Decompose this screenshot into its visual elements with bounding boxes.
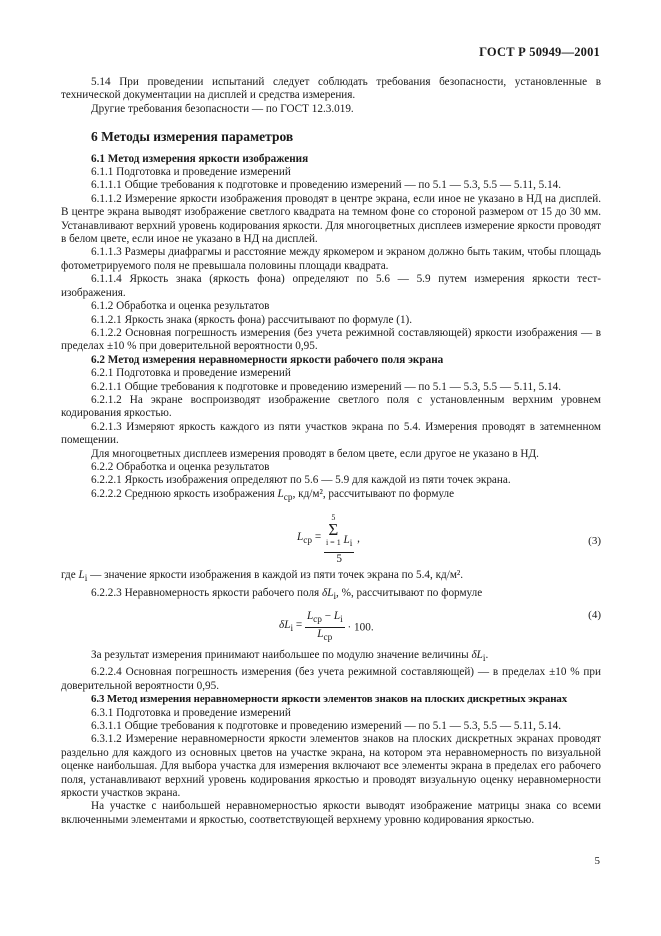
section-heading: 6 Методы измерения параметров — [91, 129, 294, 145]
subsection-heading: 6.1 Метод измерения яркости изображения — [91, 152, 309, 165]
paragraph: 6.1.2.1 Яркость знака (яркость фона) рассчитывают по формуле (1). — [91, 313, 413, 326]
summation-sign: 5 Σ i = 1 — [325, 513, 341, 548]
page-number: 5 — [594, 855, 600, 867]
paragraph: 6.2.1 Подготовка и проведение измерений — [91, 367, 291, 380]
formula-4: $\delta L_i$ = $\frac{L_{ср} - L_i}{L_{ср}}$ · 100. (4) — [279, 608, 601, 644]
paragraph-with-symbol: где $L_i$ — значение яркости изображения в каждой из пяти точек экрана по 5.4, кд/м². — [61, 569, 464, 585]
document-header: ГОСТ Р 50949—2001 — [479, 45, 600, 59]
formula-3: $L_{ср}$ = 5 Σ i = 1 $L_i$ 5 , (3) — [297, 513, 601, 565]
paragraph: 6.2.2 Обработка и оценка результатов — [91, 460, 270, 473]
document-body — [61, 76, 601, 827]
paragraph: 6.3.1.1 Общие требования к подготовке и проведению измерений — по 5.1 — 5.3, 5.5 — 5.11, 5.14. — [91, 719, 562, 732]
paragraph: 6.3.1.2 Измерение неравномерности яркости элементов знаков на плоских дискретных экранах проводят раздельно для каждого из основных цветов на участке экрана, на котором эта неравномерность по визуальной оценке наибольшая. Для выбора участка для измерения включают все элементы экрана в пределах его рабочего поля, устанавливают верхний уровень кодирования яркостью и проводят визуальную оценку неравномерности яркости участков экрана. — [61, 733, 601, 799]
paragraph: 6.2.2.4 Основная погрешность измерения (без учета режимной составляющей) — в пределах ±10 % при доверительной вероятности 0,95. — [61, 666, 601, 692]
paragraph: На участке с наибольшей неравномерностью яркости выводят изображение матрицы знака со всеми включенными элементами и яркостью, соответствующей верхнему уровню кодирования яркостью. — [61, 800, 601, 826]
paragraph: 6.1.1.4 Яркость знака (яркость фона) определяют по 5.6 — 5.9 путем измерения яркости тест-изображения. — [61, 273, 601, 299]
subsection-heading: 6.3 Метод измерения неравномерности яркости элементов знаков на плоских дискретных экранах — [91, 693, 568, 706]
formula-number: (4) — [588, 608, 601, 621]
paragraph: 6.1.2.2 Основная погрешность измерения (без учета режимной составляющей) яркости изображения — в пределах ±10 % при доверительной вероятности 0,95. — [61, 326, 601, 353]
paragraph: 5.14 При проведении испытаний следует соблюдать требования безопасности, установленные в технической документации на дисплей и средства измерения. — [61, 76, 601, 102]
paragraph: 6.1.1.1 Общие требования к подготовке и проведению измерений — по 5.1 — 5.3, 5.5 — 5.11, 5.14. — [91, 179, 562, 192]
paragraph: 6.1.1 Подготовка и проведение измерений — [91, 166, 291, 179]
paragraph-with-symbol: За результат измерения принимают наибольшее по модулю значение величины $\delta L_i$. — [91, 648, 489, 664]
paragraph: 6.1.2 Обработка и оценка результатов — [91, 300, 270, 313]
paragraph-with-symbol: 6.2.2.2 Среднюю яркость изображения $L_{ср}$, кд/м², рассчитывают по формуле — [91, 487, 455, 504]
paragraph: 6.2.1.3 Измеряют яркость каждого из пяти участков экрана по 5.4. Измерения проводят в затемненном помещении. — [61, 420, 601, 447]
paragraph: 6.1.1.2 Измерение яркости изображения проводят в центре экрана, если иное не указано в НД на дисплей. В центре экрана выводят изображение светлого квадрата на темном фоне со стороной размером от 15 до 30 мм. Устанавливают верхний уровень кодирования яркости. Для многоцветных дисплеев измерение яркости проводят в белом цвете, если иное не указано в НД на дисплей. — [61, 192, 601, 246]
paragraph: 6.2.1.1 Общие требования к подготовке и проведению измерений — по 5.1 — 5.3, 5.5 — 5.11, 5.14. — [91, 380, 562, 393]
paragraph: 6.1.1.3 Размеры диафрагмы и расстояние между яркомером и экраном должно быть таким, чтобы площадь фотометрируемого поля не превышала половины площади квадрата. — [61, 246, 601, 272]
paragraph: 6.2.1.2 На экране воспроизводят изображение светлого поля с установленным верхним уровнем кодирования яркостью. — [61, 393, 601, 420]
paragraph-with-symbol: 6.2.2.3 Неравномерность яркости рабочего поля $\delta L_i$, %, рассчитывают по формуле — [91, 587, 483, 603]
paragraph: Другие требования безопасности — по ГОСТ 12.3.019. — [91, 102, 354, 115]
subsection-heading: 6.2 Метод измерения неравномерности яркости рабочего поля экрана — [91, 353, 444, 366]
paragraph: 6.2.2.1 Яркость изображения определяют по 5.6 — 5.9 для каждой из пяти точек экрана. — [91, 474, 511, 487]
paragraph: Для многоцветных дисплеев измерения проводят в белом цвете, если другое не указано в НД. — [91, 447, 539, 460]
formula-number: (3) — [588, 535, 601, 548]
paragraph: 6.3.1 Подготовка и проведение измерений — [91, 706, 291, 719]
